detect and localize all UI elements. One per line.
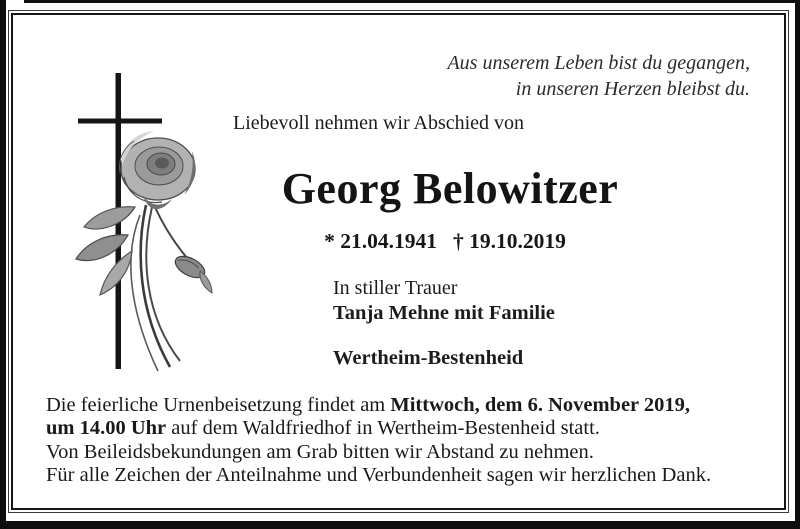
funeral-line-3: Von Beileidsbekundungen am Grab bitten wir Abstand zu nehmen. — [46, 440, 594, 463]
deceased-name: Georg Belowitzer — [281, 164, 619, 213]
funeral-line-2-text: auf dem Waldfriedhof in Wertheim-Bestenheid statt. — [166, 417, 600, 440]
funeral-line-2 — [46, 417, 758, 440]
memorial-verse — [400, 50, 750, 102]
birth-date: * 21.04.1941 — [324, 229, 437, 253]
verse-line-1: Aus unserem Leben bist du gegangen, — [447, 52, 750, 74]
farewell-intro: Liebevoll nehmen wir Abschied von — [233, 112, 525, 134]
mourning-phrase: In stiller Trauer — [333, 277, 458, 299]
verse-line-2: in unseren Herzen bleibst du. — [515, 78, 750, 100]
scan-edge-left — [0, 0, 6, 529]
mourners-city: Wertheim-Bestenheid — [333, 347, 524, 369]
funeral-line-4: Für alle Zeichen der Anteilnahme und Verbundenheit sagen wir herzlichen Dank. — [46, 464, 712, 487]
funeral-line-1-text: Die feierliche Urnenbeisetzung findet am — [46, 394, 391, 416]
death-date: † 19.10.2019 — [453, 229, 566, 253]
funeral-date-bold: Mittwoch, dem 6. November 2019, — [390, 394, 691, 416]
funeral-time-bold: um 14.00 Uhr — [46, 417, 167, 440]
mourners-block — [333, 276, 555, 371]
scan-edge-bottom — [0, 521, 800, 529]
mourners-names: Tanja Mehne mit Familie — [333, 302, 555, 324]
funeral-announcement — [46, 394, 758, 488]
funeral-line-1 — [46, 394, 758, 417]
life-dates — [160, 229, 730, 254]
scan-edge-right — [795, 0, 800, 529]
scan-edge-top — [24, 0, 800, 3]
cross-with-rose-icon — [40, 55, 220, 375]
